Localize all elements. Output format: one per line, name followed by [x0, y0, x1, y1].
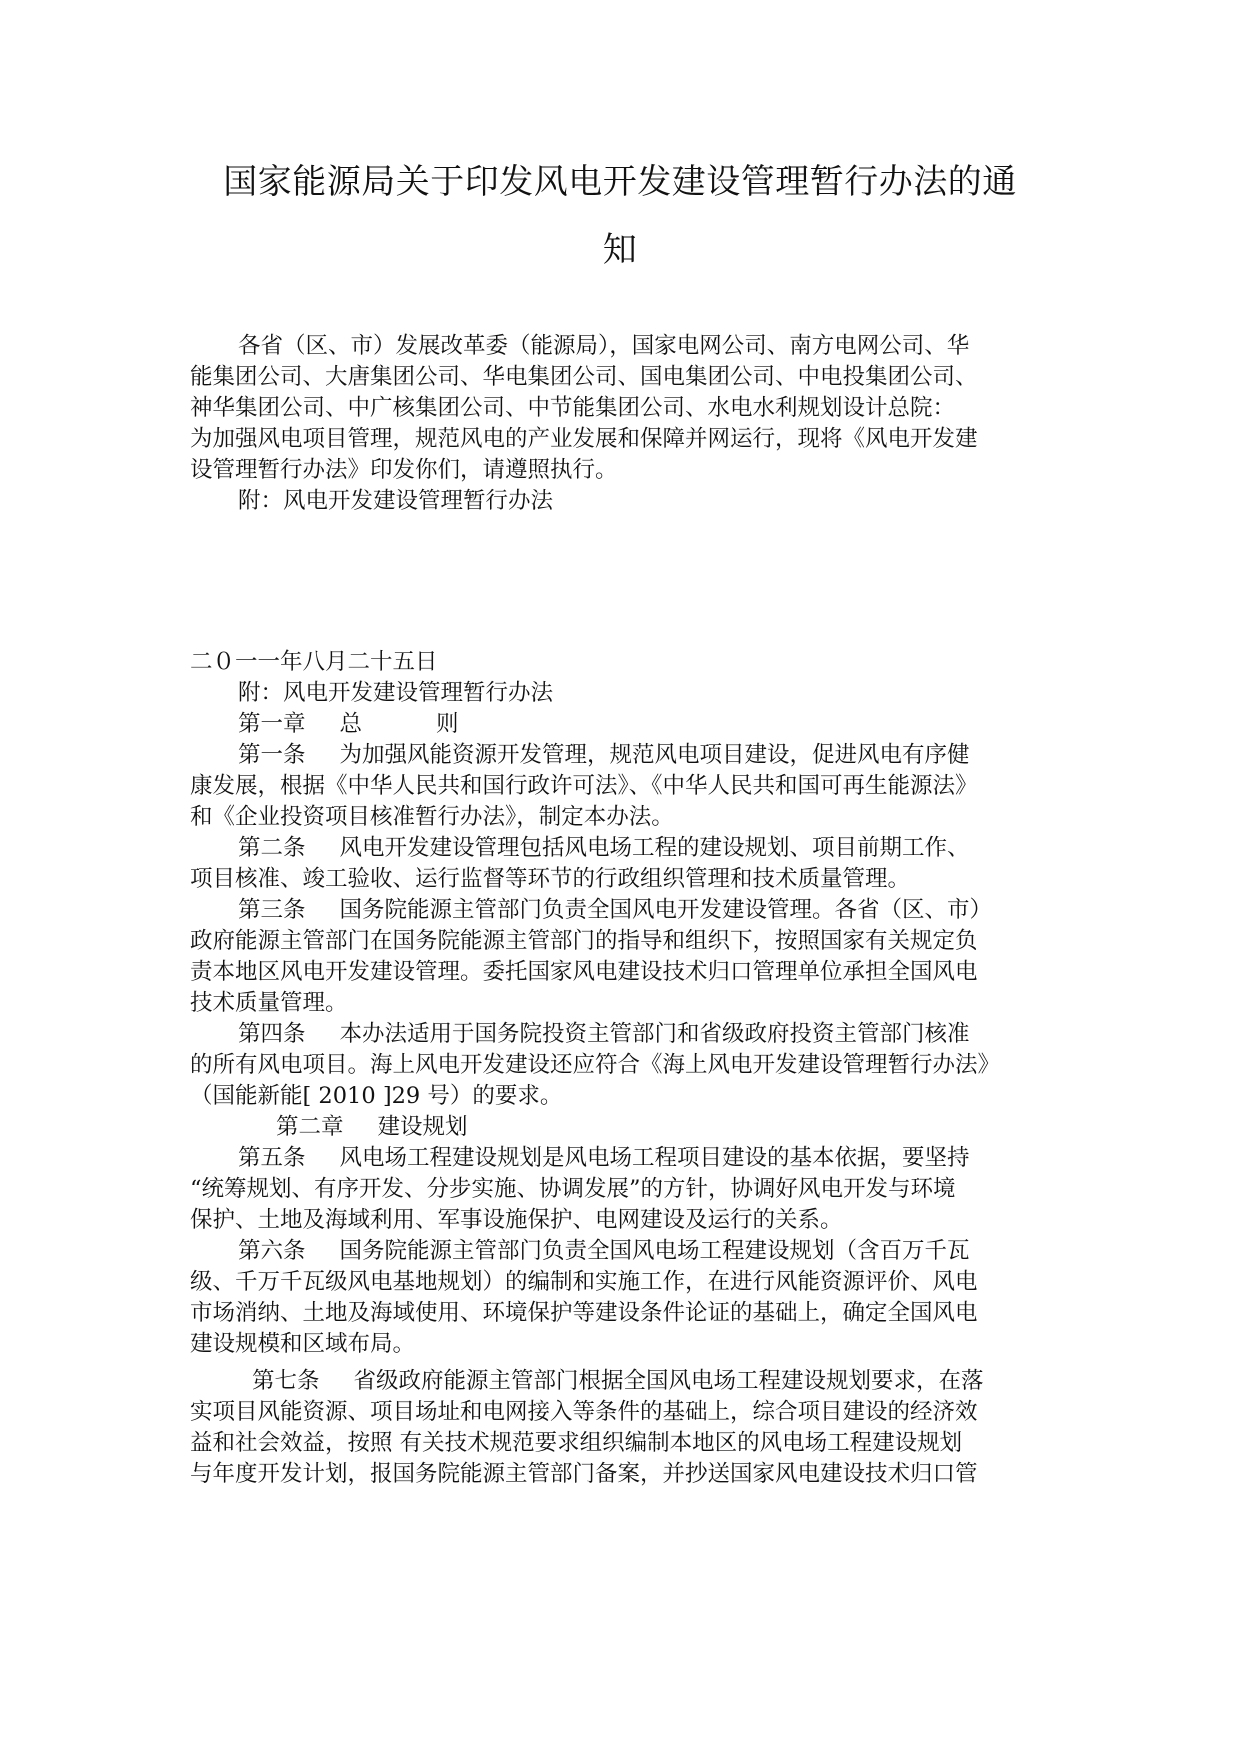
text-line: 益和社会效益，按照 有关技术规范要求组织编制本地区的风电场工程建设规划	[190, 1430, 963, 1456]
article-text: 省级政府能源主管部门根据全国风电场工程建设规划要求，在落	[353, 1368, 984, 1394]
article-line	[190, 833, 1056, 864]
article-text: 为加强风能资源开发管理，规范风电项目建设，促进风电有序健	[339, 742, 970, 768]
issue-date: 二０一一年八月二十五日	[190, 649, 438, 675]
document-title	[180, 148, 1060, 284]
article-number: 第六条	[238, 1238, 306, 1264]
text-line: 保护、土地及海域利用、军事设施保护、电网建设及运行的关系。	[190, 1207, 843, 1233]
text-line: 市场消纳、土地及海域使用、环境保护等建设条件论证的基础上，确定全国风电	[190, 1300, 978, 1326]
chapter-heading	[190, 1112, 1056, 1143]
text-line: 技术质量管理。	[190, 990, 348, 1016]
article-number: 第二条	[238, 835, 306, 861]
article-number: 第三条	[238, 897, 306, 923]
article-text: 本办法适用于国务院投资主管部门和省级政府投资主管部门核准	[339, 1021, 970, 1047]
article-number: 第四条	[238, 1021, 306, 1047]
regulation-body	[190, 647, 1056, 1490]
article-line	[190, 1236, 1056, 1267]
article-number: 第五条	[238, 1145, 306, 1171]
text-line: “统筹规划、有序开发、分步实施、协调发展”的方针，协调好风电开发与环境	[190, 1176, 956, 1202]
article-line	[190, 1143, 1056, 1174]
text-line: 项目核准、竣工验收、运行监督等环节的行政组织管理和技术质量管理。	[190, 866, 911, 892]
article-text: 国务院能源主管部门负责全国风电场工程建设规划（含百万千瓦	[339, 1238, 970, 1264]
title-line: 知	[602, 230, 638, 270]
text-line: 建设规模和区域布局。	[190, 1331, 416, 1357]
intro-paragraph	[190, 331, 1056, 517]
text-line: 和《企业投资项目核准暂行办法》，制定本办法。	[190, 804, 674, 830]
text-line: （国能新能[ 2010 ]29 号）的要求。	[190, 1083, 563, 1109]
article-text: 风电场工程建设规划是风电场工程项目建设的基本依据，要坚持	[339, 1145, 970, 1171]
chapter-name: 则	[436, 711, 459, 737]
chapter-heading	[190, 709, 1056, 740]
article-line	[190, 895, 1056, 926]
text-line: 各省（区、市）发展改革委（能源局），国家电网公司、南方电网公司、华	[238, 333, 970, 359]
attachment-note: 附：风电开发建设管理暂行办法	[238, 488, 554, 514]
text-line: 神华集团公司、中广核集团公司、中节能集团公司、水电水利规划设计总院：	[190, 395, 956, 421]
text-line: 为加强风电项目管理，规范风电的产业发展和保障并网运行，现将《风电开发建	[190, 426, 978, 452]
text-line: 级、千万千瓦级风电基地规划）的编制和实施工作，在进行风能资源评价、风电	[190, 1269, 978, 1295]
article-text: 风电开发建设管理包括风电场工程的建设规划、项目前期工作、	[339, 835, 970, 861]
chapter-name: 总	[339, 711, 363, 737]
text-line: 与年度开发计划，报国务院能源主管部门备案，并抄送国家风电建设技术归口管	[190, 1461, 978, 1487]
chapter-name: 建设规划	[377, 1114, 468, 1140]
article-line	[190, 1366, 1056, 1397]
chapter-number: 第一章	[238, 711, 306, 737]
article-number: 第一条	[238, 742, 306, 768]
chapter-number: 第二章	[276, 1114, 344, 1140]
article-number: 第七条	[252, 1368, 320, 1394]
text-line: 的所有风电项目。海上风电开发建设还应符合《海上风电开发建设管理暂行办法》	[190, 1052, 1001, 1078]
text-line: 康发展，根据《中华人民共和国行政许可法》、《中华人民共和国可再生能源法》	[190, 773, 978, 799]
text-line: 设管理暂行办法》印发你们，请遵照执行。	[190, 457, 618, 483]
text-line: 实项目风能资源、项目场址和电网接入等条件的基础上，综合项目建设的经济效	[190, 1399, 978, 1425]
text-line: 能集团公司、大唐集团公司、华电集团公司、国电集团公司、中电投集团公司、	[190, 364, 978, 390]
attachment-heading: 附：风电开发建设管理暂行办法	[238, 680, 554, 706]
text-line: 政府能源主管部门在国务院能源主管部门的指导和组织下，按照国家有关规定负	[190, 928, 978, 954]
text-line: 责本地区风电开发建设管理。委托国家风电建设技术归口管理单位承担全国风电	[190, 959, 978, 985]
title-line: 国家能源局关于印发风电开发建设管理暂行办法的通	[223, 162, 1017, 202]
article-line	[190, 1019, 1056, 1050]
article-text: 国务院能源主管部门负责全国风电开发建设管理。各省（区、市）	[339, 897, 993, 923]
article-line	[190, 740, 1056, 771]
